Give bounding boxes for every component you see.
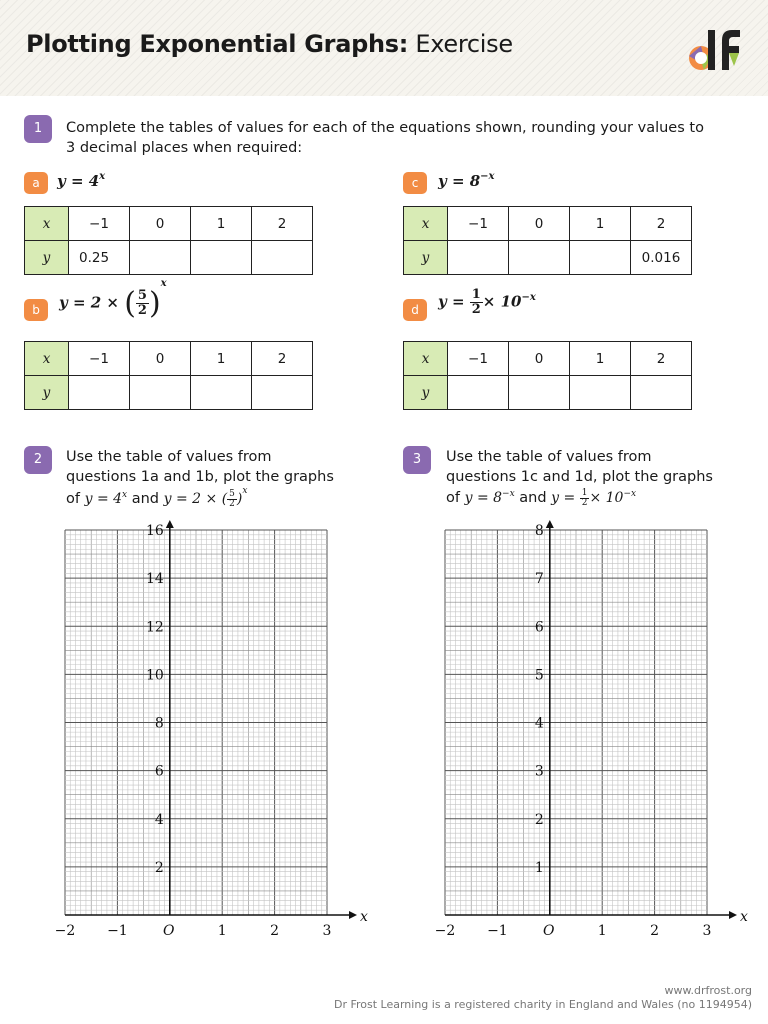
graph-left-x-tick-label: −2: [54, 923, 76, 939]
table-a-y2[interactable]: [130, 241, 191, 275]
graph-right-grid: [420, 520, 748, 950]
part-d-badge: d: [403, 299, 427, 321]
question-2-line2: questions 1a and 1b, plot the graphs: [66, 469, 334, 485]
question-1-badge: 1: [24, 115, 52, 143]
graph-left-x-tick-label: −1: [107, 923, 128, 939]
equation-b: y = 2 × ( $\frac{5}{2}$ )$^x$: [59, 277, 167, 321]
question-3-badge: 3: [403, 446, 431, 474]
graph-right-x-tick-label: 2: [650, 923, 660, 939]
equation-a: $y = 4^x$: [57, 171, 106, 190]
table-a-y1[interactable]: 0.25: [69, 241, 130, 275]
graph-right-y-tick-label: 1: [534, 859, 544, 876]
part-a-badge: a: [24, 172, 48, 194]
table-b-y3[interactable]: [191, 376, 252, 410]
graph-right-y-tick-label: 3: [534, 763, 544, 780]
table-c-y1[interactable]: [448, 241, 509, 275]
table-c-x2: 0: [509, 207, 570, 241]
question-2-badge: 2: [24, 446, 52, 474]
table-d-x1: −1: [448, 342, 509, 376]
question-3-and: and: [519, 490, 547, 506]
table-c-x-header: x: [404, 207, 448, 241]
table-a-y3[interactable]: [191, 241, 252, 275]
table-b-x4: 2: [252, 342, 313, 376]
table-c-y-header: y: [404, 241, 448, 275]
table-a-y4[interactable]: [252, 241, 313, 275]
table-a-y-header: y: [25, 241, 69, 275]
equation-d: y = $\frac{1}{2}$ × $10^{-x}$: [438, 287, 536, 317]
table-b-x1: −1: [69, 342, 130, 376]
footer-charity: Dr Frost Learning is a registered charity in England and Wales (no 1194954): [333, 998, 752, 1011]
question-1-instruction: Complete the tables of values for each of the equations shown, rounding your values to 3 decimal places when required:: [66, 120, 704, 156]
graph-left-x-arrow-icon: [349, 911, 357, 919]
part-c-badge: c: [403, 172, 427, 194]
question-2-of: of: [66, 491, 80, 507]
table-c: [403, 206, 692, 275]
question-2-line3: [66, 486, 248, 511]
graph-right-y-tick-label: 8: [534, 523, 544, 539]
table-b-y-header: y: [25, 376, 69, 410]
graph-right-x-tick-label: 3: [702, 923, 712, 939]
graph-right-x-arrow-icon: [729, 911, 737, 919]
table-b-x-header: x: [25, 342, 69, 376]
table-b: [24, 341, 313, 410]
page-title: [26, 30, 513, 58]
graph-right-x-tick-label: O: [543, 923, 555, 939]
question-3-eq2: y = $\frac{1}{2}$ × $10^{-x}$: [551, 487, 637, 508]
graph-left-y-tick-label: 8: [154, 715, 164, 732]
graph-left-grid: [40, 520, 368, 950]
table-a-x4: 2: [252, 207, 313, 241]
graph-left-x-tick-label: 3: [322, 923, 332, 939]
graph-left-y-arrow-icon: [166, 520, 174, 528]
table-a-x-header: x: [25, 207, 69, 241]
table-d-y1[interactable]: [448, 376, 509, 410]
table-a-x2: 0: [130, 207, 191, 241]
question-3-line3: [446, 488, 636, 510]
graph-left-x-tick-label: 1: [217, 923, 227, 939]
graph-right-y-tick-label: 2: [534, 811, 544, 828]
question-2-eq2: y = 2 × ( $\frac{5}{2}$ )$^x$: [163, 486, 248, 509]
graph-right-y-tick-label: 4: [534, 715, 544, 732]
graph-left-y-tick-label: 4: [154, 811, 164, 828]
table-b-x3: 1: [191, 342, 252, 376]
graph-left-x-tick-label: 2: [270, 923, 280, 939]
table-c-y4[interactable]: 0.016: [631, 241, 692, 275]
graph-right-y-tick-label: 7: [534, 571, 544, 588]
question-3-line2: questions 1c and 1d, plot the graphs: [446, 469, 713, 485]
question-2-eq1: $y = 4^x$: [84, 490, 128, 507]
table-d-y4[interactable]: [631, 376, 692, 410]
question-3-line1: Use the table of values from: [446, 449, 652, 465]
part-b-badge: b: [24, 299, 48, 321]
df-logo-icon: [684, 26, 748, 74]
graph-right-x-tick-label: −1: [487, 923, 508, 939]
graph-left-y-tick-label: 12: [145, 619, 164, 636]
title-bold: Plotting Exponential Graphs:: [26, 30, 409, 58]
table-a-x3: 1: [191, 207, 252, 241]
table-d-x3: 1: [570, 342, 631, 376]
table-c-x1: −1: [448, 207, 509, 241]
question-3-eq1: $y = 8^{-x}$: [464, 489, 515, 506]
table-d-y2[interactable]: [509, 376, 570, 410]
table-d-x4: 2: [631, 342, 692, 376]
graph-left-y-tick-label: 10: [145, 667, 164, 684]
title-plain: Exercise: [408, 30, 513, 58]
table-b-y1[interactable]: [69, 376, 130, 410]
table-d: [403, 341, 692, 410]
equation-c: $y = 8^{-x}$: [438, 171, 495, 190]
graph-left-x-tick-label: O: [163, 923, 175, 939]
table-a-x1: −1: [69, 207, 130, 241]
table-c-y3[interactable]: [570, 241, 631, 275]
table-c-x3: 1: [570, 207, 631, 241]
graph-right-x-label: x: [740, 909, 748, 925]
table-d-x2: 0: [509, 342, 570, 376]
graph-left-y-tick-label: 6: [154, 763, 164, 780]
table-d-x-header: x: [404, 342, 448, 376]
graph-left-x-label: x: [360, 909, 368, 925]
graph-left-y-tick-label: 14: [145, 571, 164, 588]
footer-url[interactable]: www.drfrost.org: [664, 984, 752, 997]
table-b-x2: 0: [130, 342, 191, 376]
graph-right-x-tick-label: 1: [597, 923, 607, 939]
table-a: [24, 206, 313, 275]
graph-right-y-arrow-icon: [546, 520, 554, 528]
question-2-line1: Use the table of values from: [66, 449, 272, 465]
graph-left-y-tick-label: 2: [154, 859, 164, 876]
table-c-x4: 2: [631, 207, 692, 241]
table-c-y2[interactable]: [509, 241, 570, 275]
graph-left-y-tick-label: 16: [145, 523, 164, 539]
table-d-y-header: y: [404, 376, 448, 410]
graph-right-y-tick-label: 6: [534, 619, 544, 636]
graph-right-x-tick-label: −2: [434, 923, 456, 939]
question-3-of: of: [446, 490, 460, 506]
table-d-y3[interactable]: [570, 376, 631, 410]
question-2-and: and: [131, 491, 160, 507]
table-b-y4[interactable]: [252, 376, 313, 410]
graph-right-y-tick-label: 5: [534, 667, 544, 684]
table-b-y2[interactable]: [130, 376, 191, 410]
